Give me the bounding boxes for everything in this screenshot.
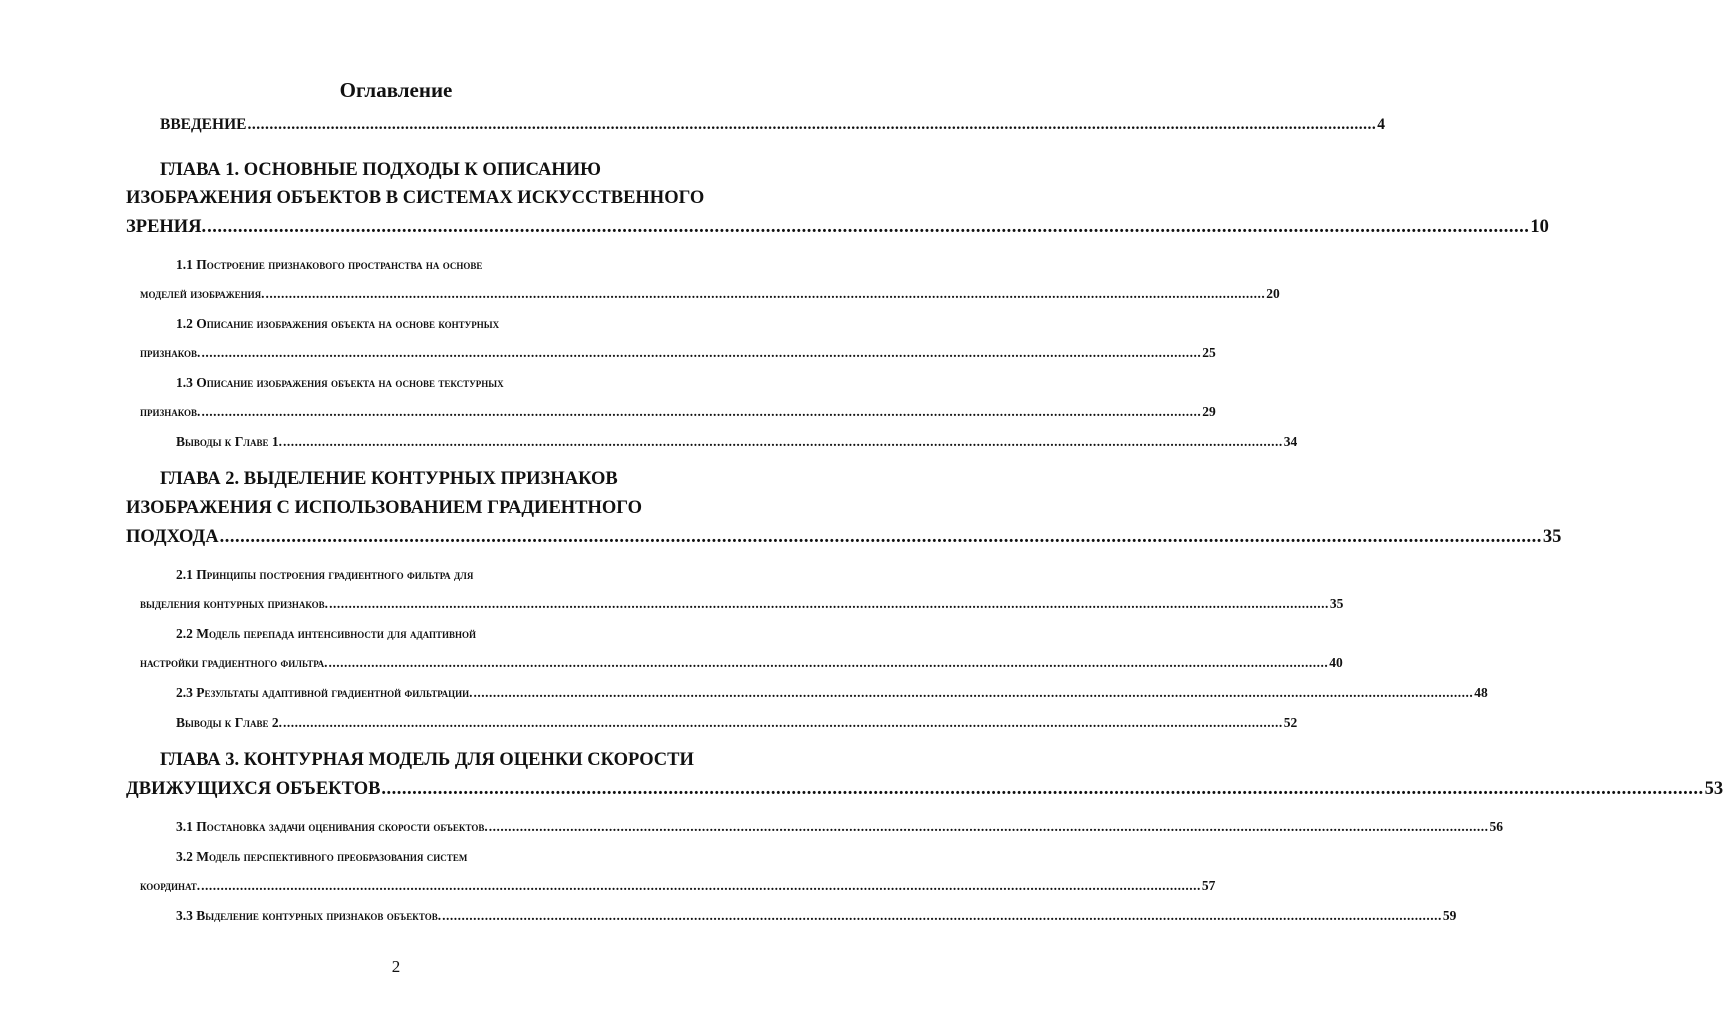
toc-page-number: 53 <box>1704 779 1723 799</box>
toc-entry-text: признаков. <box>140 404 201 419</box>
toc-chapter-3-line-1[interactable]: ГЛАВА 3. КОНТУРНАЯ МОДЕЛЬ ДЛЯ ОЦЕНКИ СКОРОСТИ <box>160 750 694 770</box>
toc-conclusion-2[interactable] <box>176 713 1298 733</box>
toc-entry-text: 3.1 Постановка задачи оценивания скорости объектов. <box>176 819 488 834</box>
leader-dots: .................................................................................................................................................................................................................................................................. <box>247 116 1377 133</box>
leader-dots: .................................................................................................................................................................................................................................................................. <box>473 685 1474 700</box>
toc-page-number: 56 <box>1489 819 1503 834</box>
toc-section-2-3[interactable] <box>176 683 1488 703</box>
toc-section-1-3-line-2[interactable] <box>140 402 1216 422</box>
toc-entry-text: координат. <box>140 878 201 893</box>
toc-page-number: 35 <box>1329 596 1344 611</box>
toc-entry-text: выделения контурных признаков. <box>140 596 329 611</box>
toc-section-3-2-line-1[interactable]: 3.2 Модель перспективного преобразования систем <box>176 849 468 864</box>
leader-dots: .................................................................................................................................................................................................................................................................. <box>201 878 1201 893</box>
toc-page-number: 52 <box>1283 715 1298 730</box>
toc-conclusion-1[interactable] <box>176 432 1298 452</box>
toc-page-number: 40 <box>1329 655 1343 670</box>
toc-chapter-3-line-2[interactable] <box>126 777 1723 801</box>
toc-entry-text: моделей изображения. <box>140 286 265 301</box>
toc-section-3-2-line-2[interactable] <box>140 876 1216 896</box>
leader-dots: .................................................................................................................................................................................................................................................................. <box>283 434 1283 449</box>
page-number: 2 <box>391 957 401 976</box>
toc-section-1-2-line-1[interactable]: 1.2 Описание изображения объекта на основе контурных <box>176 316 500 331</box>
toc-page-number: 35 <box>1542 527 1562 547</box>
toc-page-number: 20 <box>1266 286 1280 301</box>
toc-section-3-1[interactable] <box>176 817 1503 837</box>
leader-dots: .................................................................................................................................................................................................................................................................. <box>201 404 1202 419</box>
toc-entry-text: ВВЕДЕНИЕ <box>160 116 247 133</box>
leader-dots: .................................................................................................................................................................................................................................................................. <box>488 819 1489 834</box>
toc-page-number: 25 <box>1202 345 1216 360</box>
toc-entry-text: ДВИЖУЩИХСЯ ОБЪЕКТОВ <box>126 779 381 799</box>
toc-entry-text: 2.3 Результаты адаптивной градиентной фильтрации. <box>176 685 473 700</box>
toc-chapter-1-line-2[interactable]: ИЗОБРАЖЕНИЯ ОБЪЕКТОВ В СИСТЕМАХ ИСКУССТВЕННОГО <box>126 188 705 208</box>
leader-dots: .................................................................................................................................................................................................................................................................. <box>219 527 1542 547</box>
leader-dots: .................................................................................................................................................................................................................................................................. <box>207 217 1530 237</box>
toc-chapter-1-line-1[interactable]: ГЛАВА 1. ОСНОВНЫЕ ПОДХОДЫ К ОПИСАНИЮ <box>160 160 602 180</box>
toc-section-1-3-line-1[interactable]: 1.3 Описание изображения объекта на основе текстурных <box>176 375 504 390</box>
leader-dots: .................................................................................................................................................................................................................................................................. <box>201 345 1202 360</box>
toc-section-2-1-line-2[interactable] <box>140 594 1344 614</box>
leader-dots: .................................................................................................................................................................................................................................................................. <box>442 908 1442 923</box>
toc-page-number: 4 <box>1377 116 1385 133</box>
leader-dots: .................................................................................................................................................................................................................................................................. <box>381 779 1704 799</box>
toc-section-2-2-line-2[interactable] <box>140 653 1343 673</box>
toc-chapter-2-line-2[interactable]: ИЗОБРАЖЕНИЯ С ИСПОЛЬЗОВАНИЕМ ГРАДИЕНТНОГО <box>126 498 642 518</box>
toc-page-number: 34 <box>1283 434 1298 449</box>
toc-section-2-2-line-1[interactable]: 2.2 Модель перепада интенсивности для адаптивной <box>176 626 476 641</box>
toc-section-1-2-line-2[interactable] <box>140 343 1216 363</box>
toc-chapter-1-line-3[interactable] <box>126 215 1549 239</box>
toc-section-3-3[interactable] <box>176 906 1457 926</box>
toc-entry-intro[interactable] <box>160 113 1385 137</box>
toc-page-number: 10 <box>1530 217 1549 237</box>
toc-chapter-2-line-1[interactable]: ГЛАВА 2. ВЫДЕЛЕНИЕ КОНТУРНЫХ ПРИЗНАКОВ <box>160 469 618 489</box>
toc-page-number: 48 <box>1474 685 1488 700</box>
leader-dots: .................................................................................................................................................................................................................................................................. <box>328 655 1329 670</box>
leader-dots: .................................................................................................................................................................................................................................................................. <box>265 286 1266 301</box>
toc-page-number: 29 <box>1202 404 1216 419</box>
toc-entry-text: Выводы к Главе 2. <box>176 715 283 730</box>
toc-section-1-1-line-2[interactable] <box>140 284 1280 304</box>
toc-entry-text: признаков. <box>140 345 201 360</box>
toc-entry-text: 3.3 Выделение контурных признаков объектов. <box>176 908 442 923</box>
toc-entry-text: настройки градиентного фильтра. <box>140 655 328 670</box>
toc-entry-text: ПОДХОДА <box>126 527 219 547</box>
leader-dots: .................................................................................................................................................................................................................................................................. <box>329 596 1329 611</box>
toc-page-number: 59 <box>1442 908 1457 923</box>
page-title: Оглавление <box>339 78 453 102</box>
toc-chapter-2-line-3[interactable] <box>126 525 1562 549</box>
toc-entry-text: ЗРЕНИЯ. <box>126 217 207 237</box>
leader-dots: .................................................................................................................................................................................................................................................................. <box>283 715 1283 730</box>
toc-entry-text: Выводы к Главе 1. <box>176 434 283 449</box>
toc-section-2-1-line-1[interactable]: 2.1 Принципы построения градиентного фильтра для <box>176 567 474 582</box>
toc-section-1-1-line-1[interactable]: 1.1 Построение признакового пространства на основе <box>176 257 483 272</box>
toc-page-number: 57 <box>1201 878 1216 893</box>
